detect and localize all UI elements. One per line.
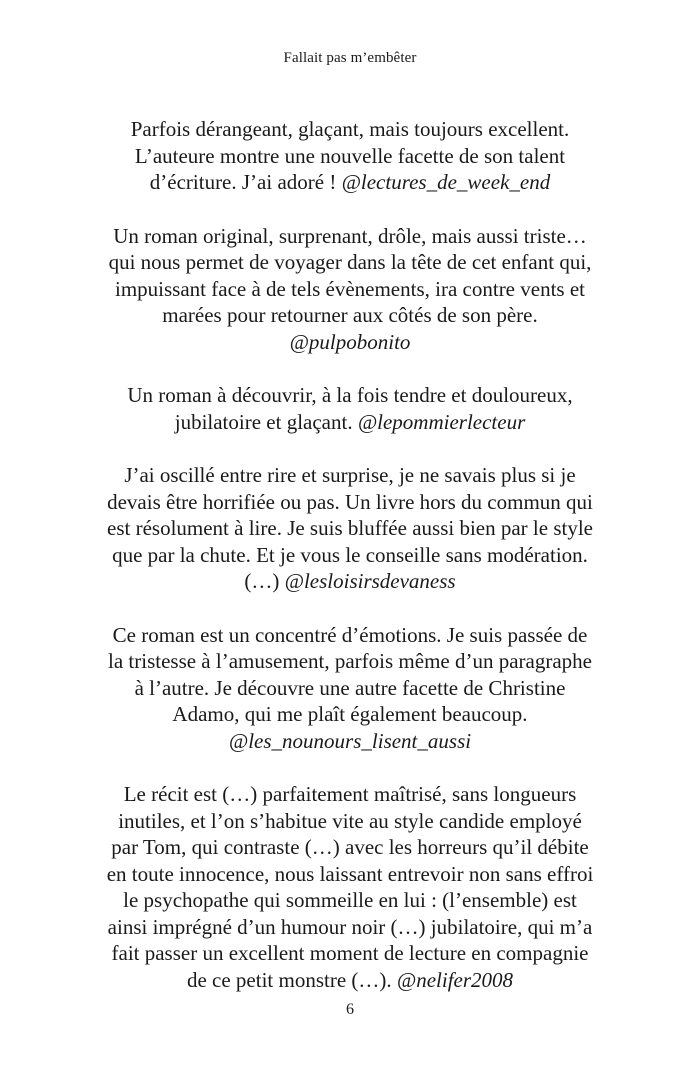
quote-line: à l’autre. Je découvre une autre facette de Christine <box>134 675 566 700</box>
quote-line: Ce roman est un concentré d’émotions. Je suis passée de <box>112 622 588 647</box>
quote-line: qui nous permet de voyager dans la tête de cet enfant qui, <box>108 250 592 274</box>
quote-text: de ce petit monstre (…). <box>186 967 397 992</box>
quote-line: en toute innocence, nous laissant entrevoir non sans effroi <box>106 861 594 886</box>
running-title: Fallait pas m’embêter <box>283 50 417 66</box>
reviewer-handle: @lesloisirsdevaness <box>284 569 456 593</box>
quote-line <box>70 329 630 356</box>
quote-line: la tristesse à l’amusement, parfois même d’un paragraphe <box>108 649 592 673</box>
quote-line: L’auteure montre une nouvelle facette de son talent <box>134 143 566 168</box>
quote-line: J’ai oscillé entre rire et surprise, je ne savais plus si je <box>124 463 576 487</box>
quote-line <box>70 568 630 595</box>
quote-line: est résolument à lire. Je suis bluffée aussi bien par le style <box>107 516 593 540</box>
quote-line <box>70 409 630 436</box>
quote-line: Un roman à découvrir, à la fois tendre et douloureux, <box>127 383 573 407</box>
page-number: 6 <box>346 1001 354 1018</box>
quote-line: ainsi imprégné d’un humour noir (…) jubilatoire, qui m’a <box>107 914 593 939</box>
quote-line: fait passer un excellent moment de lecture en compagnie <box>111 941 589 965</box>
quote-text: jubilatoire et glaçant. <box>174 409 358 434</box>
quote-line: le psychopathe qui sommeille en lui : (l’ensemble) est <box>123 888 577 912</box>
review-quote <box>70 116 630 196</box>
quote-text: (…) <box>244 569 285 593</box>
quote-line: Adamo, qui me plaît également beaucoup. <box>172 702 528 726</box>
review-quote <box>70 382 630 435</box>
quote-line: que par la chute. Et je vous le conseille sans modération. <box>112 542 588 567</box>
reviewer-handle: @pulpobonito <box>289 329 411 354</box>
review-quote <box>70 223 630 356</box>
quote-line: Un roman original, surprenant, drôle, mais aussi triste… <box>113 223 587 248</box>
reviewer-handle: @nelifer2008 <box>396 967 514 992</box>
reviewer-handle: @les_nounours_lisent_aussi <box>228 728 472 753</box>
quote-line <box>70 169 630 196</box>
quote-line: inutiles, et l’on s’habitue vite au style candide employé <box>118 808 582 833</box>
quote-line: marées pour retourner aux côtés de son père. <box>162 303 538 327</box>
review-quotes <box>70 116 630 993</box>
review-quote <box>70 622 630 755</box>
review-quote <box>70 781 630 993</box>
quote-line: par Tom, qui contraste (…) avec les horreurs qu’il débite <box>111 835 589 859</box>
quote-line: Le récit est (…) parfaitement maîtrisé, sans longueurs <box>123 782 577 806</box>
quote-line <box>70 728 630 755</box>
quote-line: Parfois dérangeant, glaçant, mais toujours excellent. <box>130 117 570 141</box>
reviewer-handle: @lepommierlecteur <box>357 409 526 434</box>
review-quote <box>70 462 630 595</box>
quote-line: devais être horrifiée ou pas. Un livre hors du commun qui <box>107 489 593 514</box>
quote-line: impuissant face à de tels évènements, ira contre vents et <box>115 276 585 301</box>
quote-text: d’écriture. J’ai adoré ! <box>149 170 342 194</box>
reviewer-handle: @lectures_de_week_end <box>341 170 551 194</box>
quote-line <box>70 967 630 994</box>
